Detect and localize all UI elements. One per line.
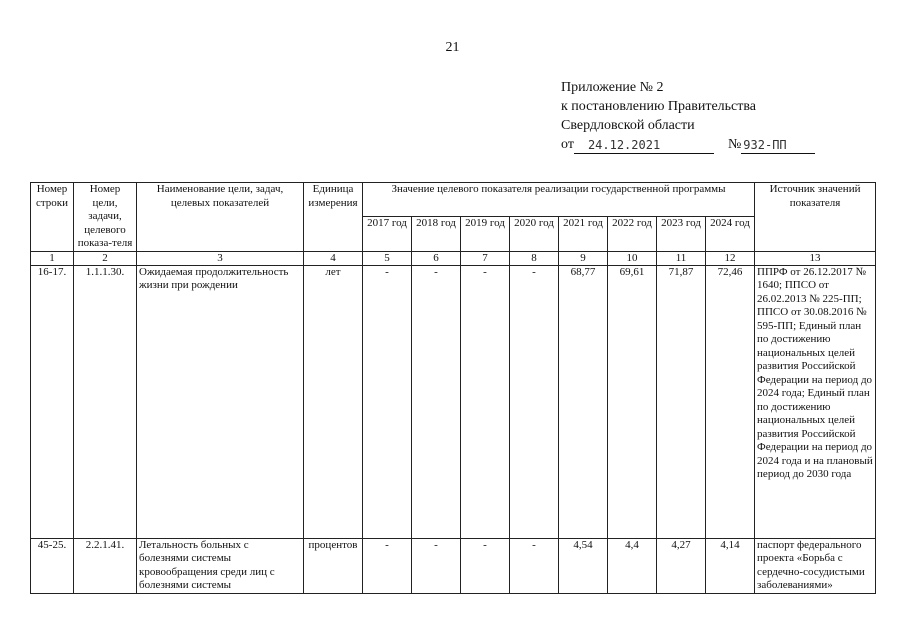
value-2020: - [510,265,559,538]
column-number: 4 [304,251,363,265]
unit-cell: процентов [304,538,363,593]
source-cell: паспорт федерального проекта «Борьба с сердечно-сосудистыми заболеваниями» [755,538,876,593]
header-values-group: Значение целевого показателя реализации государственной программы [363,183,755,217]
resolution-date: 24.12.2021 [574,138,714,154]
value-2018: - [412,265,461,538]
indicator-name: Ожидаемая продолжительность жизни при рождении [137,265,304,538]
value-2024: 72,46 [706,265,755,538]
header-year-2023: 2023 год [657,217,706,251]
value-2023: 71,87 [657,265,706,538]
header-year-2020: 2020 год [510,217,559,251]
appendix-line-resolution: к постановлению Правительства [561,99,757,114]
goal-number: 1.1.1.30. [74,265,137,538]
value-2019: - [461,538,510,593]
header-year-2022: 2022 год [608,217,657,251]
column-number: 6 [412,251,461,265]
value-2021: 68,77 [559,265,608,538]
appendix-signature-line [561,135,861,154]
value-2024: 4,14 [706,538,755,593]
appendix-title: Приложение № 2 [561,80,664,95]
value-2018: - [412,538,461,593]
from-label: от [561,137,574,152]
column-numbers-row [31,251,876,265]
appendix-line-region: Свердловской области [561,118,695,133]
value-2020: - [510,538,559,593]
row-number: 45-25. [31,538,74,593]
value-2022: 4,4 [608,538,657,593]
header-unit: Единица измерения [304,183,363,252]
unit-cell: лет [304,265,363,538]
column-number: 11 [657,251,706,265]
header-year-2019: 2019 год [461,217,510,251]
header-row [31,183,876,217]
header-name: Наименование цели, задач, целевых показателей [137,183,304,252]
value-2019: - [461,265,510,538]
header-source: Источник значений показателя [755,183,876,252]
header-goal-no: Номер цели, задачи, целевого показа-теля [74,183,137,252]
column-number: 13 [755,251,876,265]
value-2017: - [363,538,412,593]
header-year-2018: 2018 год [412,217,461,251]
column-number: 1 [31,251,74,265]
table-row [31,538,876,593]
table-row [31,265,876,538]
column-number: 12 [706,251,755,265]
page-number: 21 [445,40,460,55]
column-number: 10 [608,251,657,265]
column-number: 3 [137,251,304,265]
indicators-table [30,182,876,594]
column-number: 2 [74,251,137,265]
header-year-2017: 2017 год [363,217,412,251]
appendix-header [561,78,861,154]
number-label: № [727,137,742,152]
column-number: 7 [461,251,510,265]
header-year-2021: 2021 год [559,217,608,251]
value-2017: - [363,265,412,538]
indicator-name: Летальность больных с болезнями системы кровообращения среди лиц с болезнями системы [137,538,304,593]
column-number: 5 [363,251,412,265]
row-number: 16-17. [31,265,74,538]
value-2021: 4,54 [559,538,608,593]
column-number: 8 [510,251,559,265]
source-cell: ППРФ от 26.12.2017 № 1640; ППСО от 26.02.2013 № 225-ПП; ППСО от 30.08.2016 № 595-ПП; Единый план по достижению национальных целей развития Российской Федерации на период до 2024 года; Единый план по достижению национальных целей развития Российской Федерации на период до 2024 года и на плановый период до 2030 года [755,265,876,538]
value-2023: 4,27 [657,538,706,593]
goal-number: 2.2.1.41. [74,538,137,593]
header-year-2024: 2024 год [706,217,755,251]
column-number: 9 [559,251,608,265]
header-row-no: Номер строки [31,183,74,252]
value-2022: 69,61 [608,265,657,538]
resolution-number: 932-ПП [741,138,815,154]
